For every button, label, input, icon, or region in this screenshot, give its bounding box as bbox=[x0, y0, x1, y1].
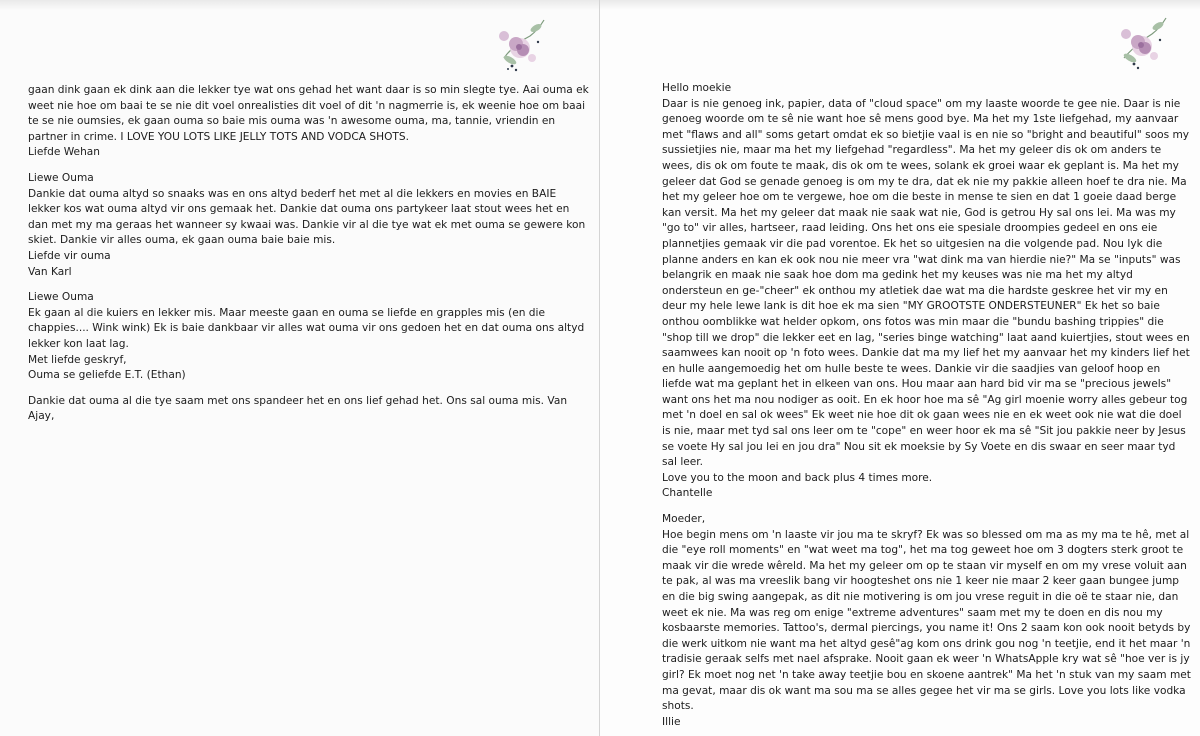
letters-right-column bbox=[662, 81, 1192, 730]
letter-chantelle: Hello moekie Daar is nie genoeg ink, papier, data of "cloud space" om my laaste woorde te gee nie. Daar is nie genoeg woorde om te sê nie want hoe sê mens good bye. Ma het my 1ste liefgehad, my aanvaar met "flaws and all" soms getart omdat ek so bietjie vaal is en nie so "bright and beautiful" soos my sussietjies nie, maar ma het my liefgehad "regardless". Ma het my geleer dis ok om anders te wees, dis ok om foute te maak, dis ok om te wees, solank ek groei waar ek geplant is. Ma het my geleer dat God se genade genoeg is om my te dra, dat ek nie my pakkie alleen hoef te dra nie. Ma het my geleer hoe om te vergewe, hoe om die beste in mense te sien en dat 1 goeie daad berge kan versit. Ma het my geleer dat maak nie saak wat nie, God is getrou Hy sal ons lei. Ma was my "go to" vir alles, hartseer, raad leiding. Ons het ons eie spesiale droompies gedeel en ons eie plannetjies gemaak vir die pad vorentoe. Ek het so uitgesien na die volgende pad. Nou lyk die planne anders en kan ek ook nou nie meer vra "wat dink ma van hierdie nie?" Ma se "inputs" was belangrik en maak nie saak hoe dom ma gedink het my keuses was nie ma het my altyd ondersteun en ge-"cheer" ek onthou my atletiek dae wat ma die hardste geskree het vir my en deur my hele lewe lank is dit hoe ek ma sien "MY GROOTSTE ONDERSTEUNER" Ek het so baie onthou oomblikke wat helder opkom, ons fotos was min maar die "bundu bashing trippies" die "shop till we drop" die lekker eet en lag, "series binge watching" laat aand kuiertjies, stout wees en saamwees kan nooit op 'n foto wees. Dankie dat ma my lief het my aanvaar het my kinders lief het en hulle aangemoedig het om hulle beste te wees. Dankie vir die saadjies van geloof hoop en liefde wat ma geplant het in elkeen van ons. Hou maar aan hard bid vir ma se "precious jewels" want ons het ma nou nodiger as ooit. En ek hoor hoe ma sê "Ag girl moenie worry alles gebeur tog met 'n doel en sal ok wees" Ek weet nie hoe dit ok gaan wees nie en ek weet ook nie wat die doel is nie, maar met tyd sal ons leer om te "cope" en weer hoor ek ma sê "Sit jou pakkie neer by Jesus se voete Hy sal jou lei en jou dra" Nou sit ek moeksie by Sy Voete en dis swaar en seer maar tyd sal leer. Love you to the moon and back plus 4 times more. Chantelle bbox=[662, 82, 1190, 500]
right-page bbox=[600, 0, 1200, 736]
letter-karl: Liewe Ouma Dankie dat ouma altyd so snaaks was en ons altyd bederf het met al die lekkers en movies en BAIE lekker kos wat ouma altyd vir ons gemaak het. Dankie dat ouma ons partykeer laat stout wees het en dan met my ma geraas het wanneer sy kwaai was. Dankie vir al die tye wat ek met ouma se gewere kon skiet. Dankie vir alles ouma, ek gaan ouma baie baie mis. Liefde vir ouma Van Karl bbox=[28, 171, 586, 278]
watercolor-flower-icon bbox=[1112, 12, 1172, 74]
watercolor-flower-icon bbox=[490, 14, 550, 76]
letter-wehan: gaan dink gaan ek dink aan die lekker tye wat ons gehad het want daar is so min slegte tye. Aai ouma ek weet nie hoe om baai te se nie dit voel onrealisties dit voel of dit 'n nagmerrie is, ek weenie hoe om baai te se nie oumsies, ek gaan ouma so baie mis ouma was 'n awesome ouma, ma, tannie, vriendin en partner in crime. I LOVE YOU LOTS LIKE JELLY TOTS AND VODCA SHOTS. Liefde Wehan bbox=[28, 84, 589, 159]
letters-left-column bbox=[28, 83, 590, 425]
letter-ajay: Dankie dat ouma al die tye saam met ons spandeer het en ons lief gehad het. Ons sal ouma mis. Van Ajay, bbox=[28, 394, 568, 423]
letter-ethan: Liewe Ouma Ek gaan al die kuiers en lekker mis. Maar meeste gaan en ouma se liefde en grapples mis (en die chappies.... Wink wink) Ek is baie dankbaar vir alles wat ouma vir ons gedoen het en dat ouma ons altyd lekker kon laat lag. Met liefde geskryf, Ouma se geliefde E.T. (Ethan) bbox=[28, 291, 585, 382]
letter-illie: Moeder, Hoe begin mens om 'n laaste vir jou ma te skryf? Ek was so blessed om ma as my ma te hê, met al die "eye roll moments" en "wat weet ma tog", het ma tog geweet hoe om 3 dogters sterk groot te maak vir die wrede wêreld. Ma het my geleer om op te staan vir myself en om my vrese voluit aan te pak, al was ma vreeslik bang vir hoogteshet ons nie 1 keer nie maar 2 keer gaan bungee jump en die big swing aangepak, as dit nie motivering is om jou vrese reguit in die oë te staar nie, dan weet ek nie. Ma was reg om enige "extreme adventures" saam met my te doen en dis nou my kosbaarste memories. Tattoo's, dermal piercings, you name it! Ons 2 saam kon ook nooit betyds by die werk uitkom nie want ma het altyd gesê"ag kom ons drink gou nog 'n teetjie, end it het maar 'n tradisie geraak selfs met nael afsprake. Nooit gaan ek weer 'n WhatsApple kry wat sê "hoe ver is jy girl? Ek moet nog net 'n take away teetjie bou en skoene aantrek" Ma het 'n stuk van my saam met ma gevat, maar dis ok want ma sou ma se alles gegee het vir ma se girls. Love you lots like vodka shots. Illie bbox=[662, 513, 1191, 728]
